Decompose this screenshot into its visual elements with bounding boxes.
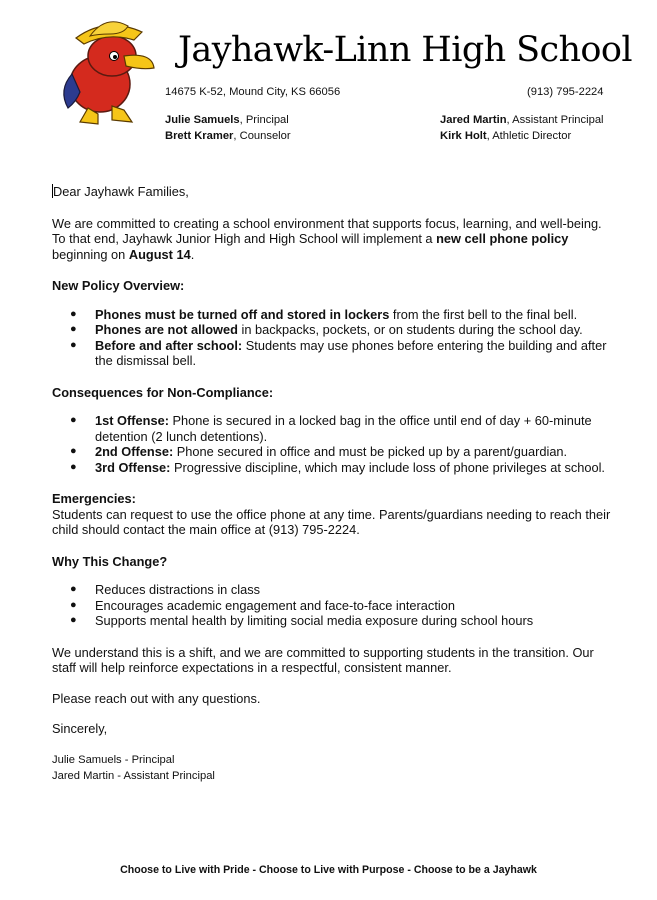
emergencies-text: Students can request to use the office phone at any time. Parents/guardians needing to reach their child should contact the main office at (913) 795-2224.: [52, 506, 611, 537]
staff-list-right: [440, 112, 604, 144]
item-bold: Phones are not allowed: [95, 322, 238, 337]
staff-name: Kirk Holt: [440, 130, 487, 142]
closing-paragraph: We understand this is a shift, and we are committed to supporting students in the transition. Our staff will help reinforce expectations in a respectful, consistent manner.: [52, 644, 594, 675]
consequences-heading: Consequences for Non-Compliance:: [52, 384, 274, 400]
staff-role: , Counselor: [233, 130, 291, 142]
list-item: [52, 322, 617, 338]
staff-line: [165, 112, 291, 128]
why-list: [52, 582, 617, 629]
item-text: in backpacks, pockets, or on students during the school day.: [237, 322, 583, 337]
item-bold: 1st Offense:: [95, 413, 169, 428]
staff-role: , Assistant Principal: [506, 114, 604, 126]
signature-line: Jared Martin - Assistant Principal: [52, 769, 215, 782]
intro-text: beginning on: [52, 246, 129, 262]
intro-paragraph: [52, 216, 617, 263]
item-bold: Before and after school:: [95, 337, 243, 353]
staff-line: [440, 128, 604, 144]
intro-bold: new cell phone policy: [436, 231, 569, 246]
intro-text: We are committed to creating a school environment that supports focus, learning, and well-being. To that end, Jayhawk Junior High and High School will implement a: [52, 215, 602, 246]
item-bold: 3rd Offense:: [95, 459, 171, 475]
policy-heading: New Policy Overview:: [52, 278, 185, 293]
consequences-list: [52, 413, 617, 475]
item-text: Students may use phones before entering the building and after the dismissal bell.: [95, 337, 607, 368]
list-item: [52, 413, 617, 444]
why-heading: Why This Change?: [52, 553, 168, 569]
item-bold: 2nd Offense:: [95, 444, 174, 459]
item-bold: Phones must be turned off and stored in lockers: [95, 306, 390, 322]
item-text: from the first bell to the final bell.: [389, 306, 578, 322]
signature-line: Julie Samuels - Principal: [52, 753, 175, 766]
list-item: [52, 460, 617, 476]
school-address: 14675 K-52, Mound City, KS 66056: [165, 86, 341, 98]
emergencies-heading: Emergencies:: [52, 491, 136, 506]
staff-line: [165, 128, 291, 144]
school-phone: (913) 795-2224: [527, 86, 604, 98]
staff-list-left: [165, 112, 291, 144]
staff-line: [440, 112, 604, 128]
policy-list: [52, 307, 617, 369]
staff-name: Brett Kramer: [165, 130, 234, 142]
staff-role: , Athletic Director: [486, 130, 572, 142]
intro-bold: August 14: [128, 246, 191, 262]
signoff: Sincerely,: [52, 721, 108, 736]
staff-name: Jared Martin: [440, 114, 507, 126]
list-item: [52, 444, 617, 460]
item-text: Progressive discipline, which may include loss of phone privileges at school.: [170, 459, 605, 475]
item-text: Phone secured in office and must be picked up by a parent/guardian.: [173, 444, 568, 459]
list-item: [52, 338, 617, 369]
jayhawk-mascot-icon: [50, 12, 158, 128]
item-text: Phone is secured in a locked bag in the office until end of day + 60-minute detention (2 lunch detentions).: [95, 413, 592, 444]
footer-motto: Choose to Live with Pride - Choose to Live with Purpose - Choose to be a Jayhawk: [120, 864, 537, 876]
school-name: Jayhawk-Linn High School: [178, 30, 632, 70]
greeting-text: Dear Jayhawk Families,: [53, 184, 189, 199]
staff-role: , Principal: [239, 114, 289, 126]
letter-body[interactable]: [52, 184, 617, 784]
staff-name: Julie Samuels: [165, 114, 240, 126]
list-item: [52, 307, 617, 323]
list-item: ● Encourages academic engagement and face-to-face interaction: [52, 598, 617, 614]
intro-text: .: [190, 246, 195, 262]
greeting: [52, 184, 617, 200]
questions-line: Please reach out with any questions.: [52, 690, 261, 706]
list-item: ● Reduces distractions in class: [52, 582, 617, 598]
list-item: ● Supports mental health by limiting social media exposure during school hours: [52, 613, 617, 629]
